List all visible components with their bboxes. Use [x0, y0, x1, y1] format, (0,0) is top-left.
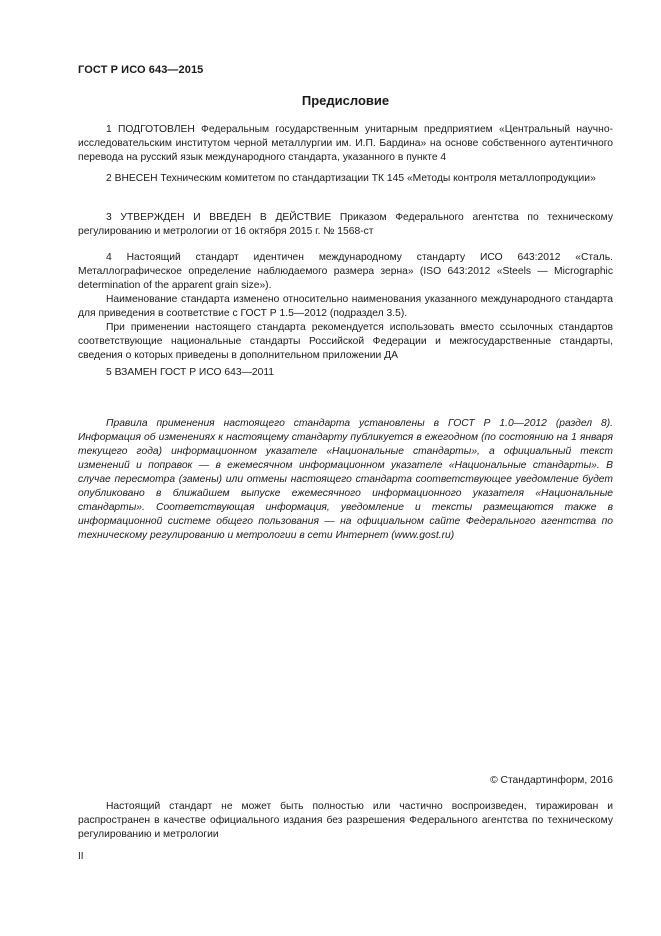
item-3-text: 3 УТВЕРЖДЕН И ВВЕДЕН В ДЕЙСТВИЕ Приказом Федерального агентства по техническому регулированию и метрологии от 16 октября 2015 г. № 1568-ст [78, 212, 613, 237]
item-1-text: 1 ПОДГОТОВЛЕН Федеральным государственным унитарным предприятием «Центральный научно-исследовательским институтом черной металлургии им. И.П. Бардина» на основе собственного аутентичного перевода на русский язык международного стандарта, указанного в пункте 4 [78, 124, 613, 163]
item-4-text: 4 Настоящий стандарт идентичен международному стандарту ИСО 643:2012 «Сталь. Металлографическое определение наблюдаемого размера зерна» (ISO 643:2012 «Steels — Micrographic determination of the apparent grain size»). [78, 252, 613, 291]
document-header: ГОСТ Р ИСО 643—2015 [78, 64, 204, 76]
section-title [0, 93, 661, 108]
item-2-text: 2 ВНЕСЕН Техническим комитетом по стандартизации ТК 145 «Методы контроля металлопродукции» [106, 173, 596, 184]
section-title-text: Предисловие [301, 93, 390, 108]
reproduction-note-text: Настоящий стандарт не может быть полностью или частично воспроизведен, тиражирован и распространен в качестве официального издания без разрешения Федерального агентства по техническому регулированию и метрологии [78, 801, 613, 840]
item-1 [78, 123, 613, 165]
item-4-reference-note: При применении настоящего стандарта рекомендуется использовать вместо ссылочных стандартов соответствующие национальные стандарты Российской Федерации и межгосударственные стандарты, сведения о которых приведены в дополнительном приложении ДА [78, 322, 613, 361]
rules-note-text: Правила применения настоящего стандарта установлены в ГОСТ Р 1.0—2012 (раздел 8). Информация об изменениях к настоящему стандарту публикуется в ежегодном (по состоянию на 1 января текущего года) информационном указателе «Национальные стандарты», а официальный текст изменений и поправок — в ежемесячном информационном указателе «Национальные стандарты». В случае пересмотра (замены) или отмены настоящего стандарта соответствующее уведомление будет опубликовано в ближайшем выпуске ежемесячного информационного указателя «Национальные стандарты». Соответствующая информация, уведомление и тексты размещаются также в информационной системе общего пользования — на официальном сайте Федерального агентства по техническому регулированию и метрологии в сети Интернет (www.gost.ru) [78, 418, 613, 541]
item-2 [78, 172, 613, 186]
item-3 [78, 211, 613, 239]
page-number: II [78, 851, 84, 862]
item-4-name-note: Наименование стандарта изменено относительно наименования указанного международного стандарта для приведения в соответствие с ГОСТ Р 1.5—2012 (подраздел 3.5). [78, 294, 613, 319]
rules-note [78, 417, 613, 543]
copyright: © Стандартинформ, 2016 [490, 775, 613, 786]
reproduction-note [78, 800, 613, 842]
item-5-text: 5 ВЗАМЕН ГОСТ Р ИСО 643—2011 [106, 367, 275, 378]
item-4 [78, 251, 613, 363]
item-5 [78, 366, 613, 380]
